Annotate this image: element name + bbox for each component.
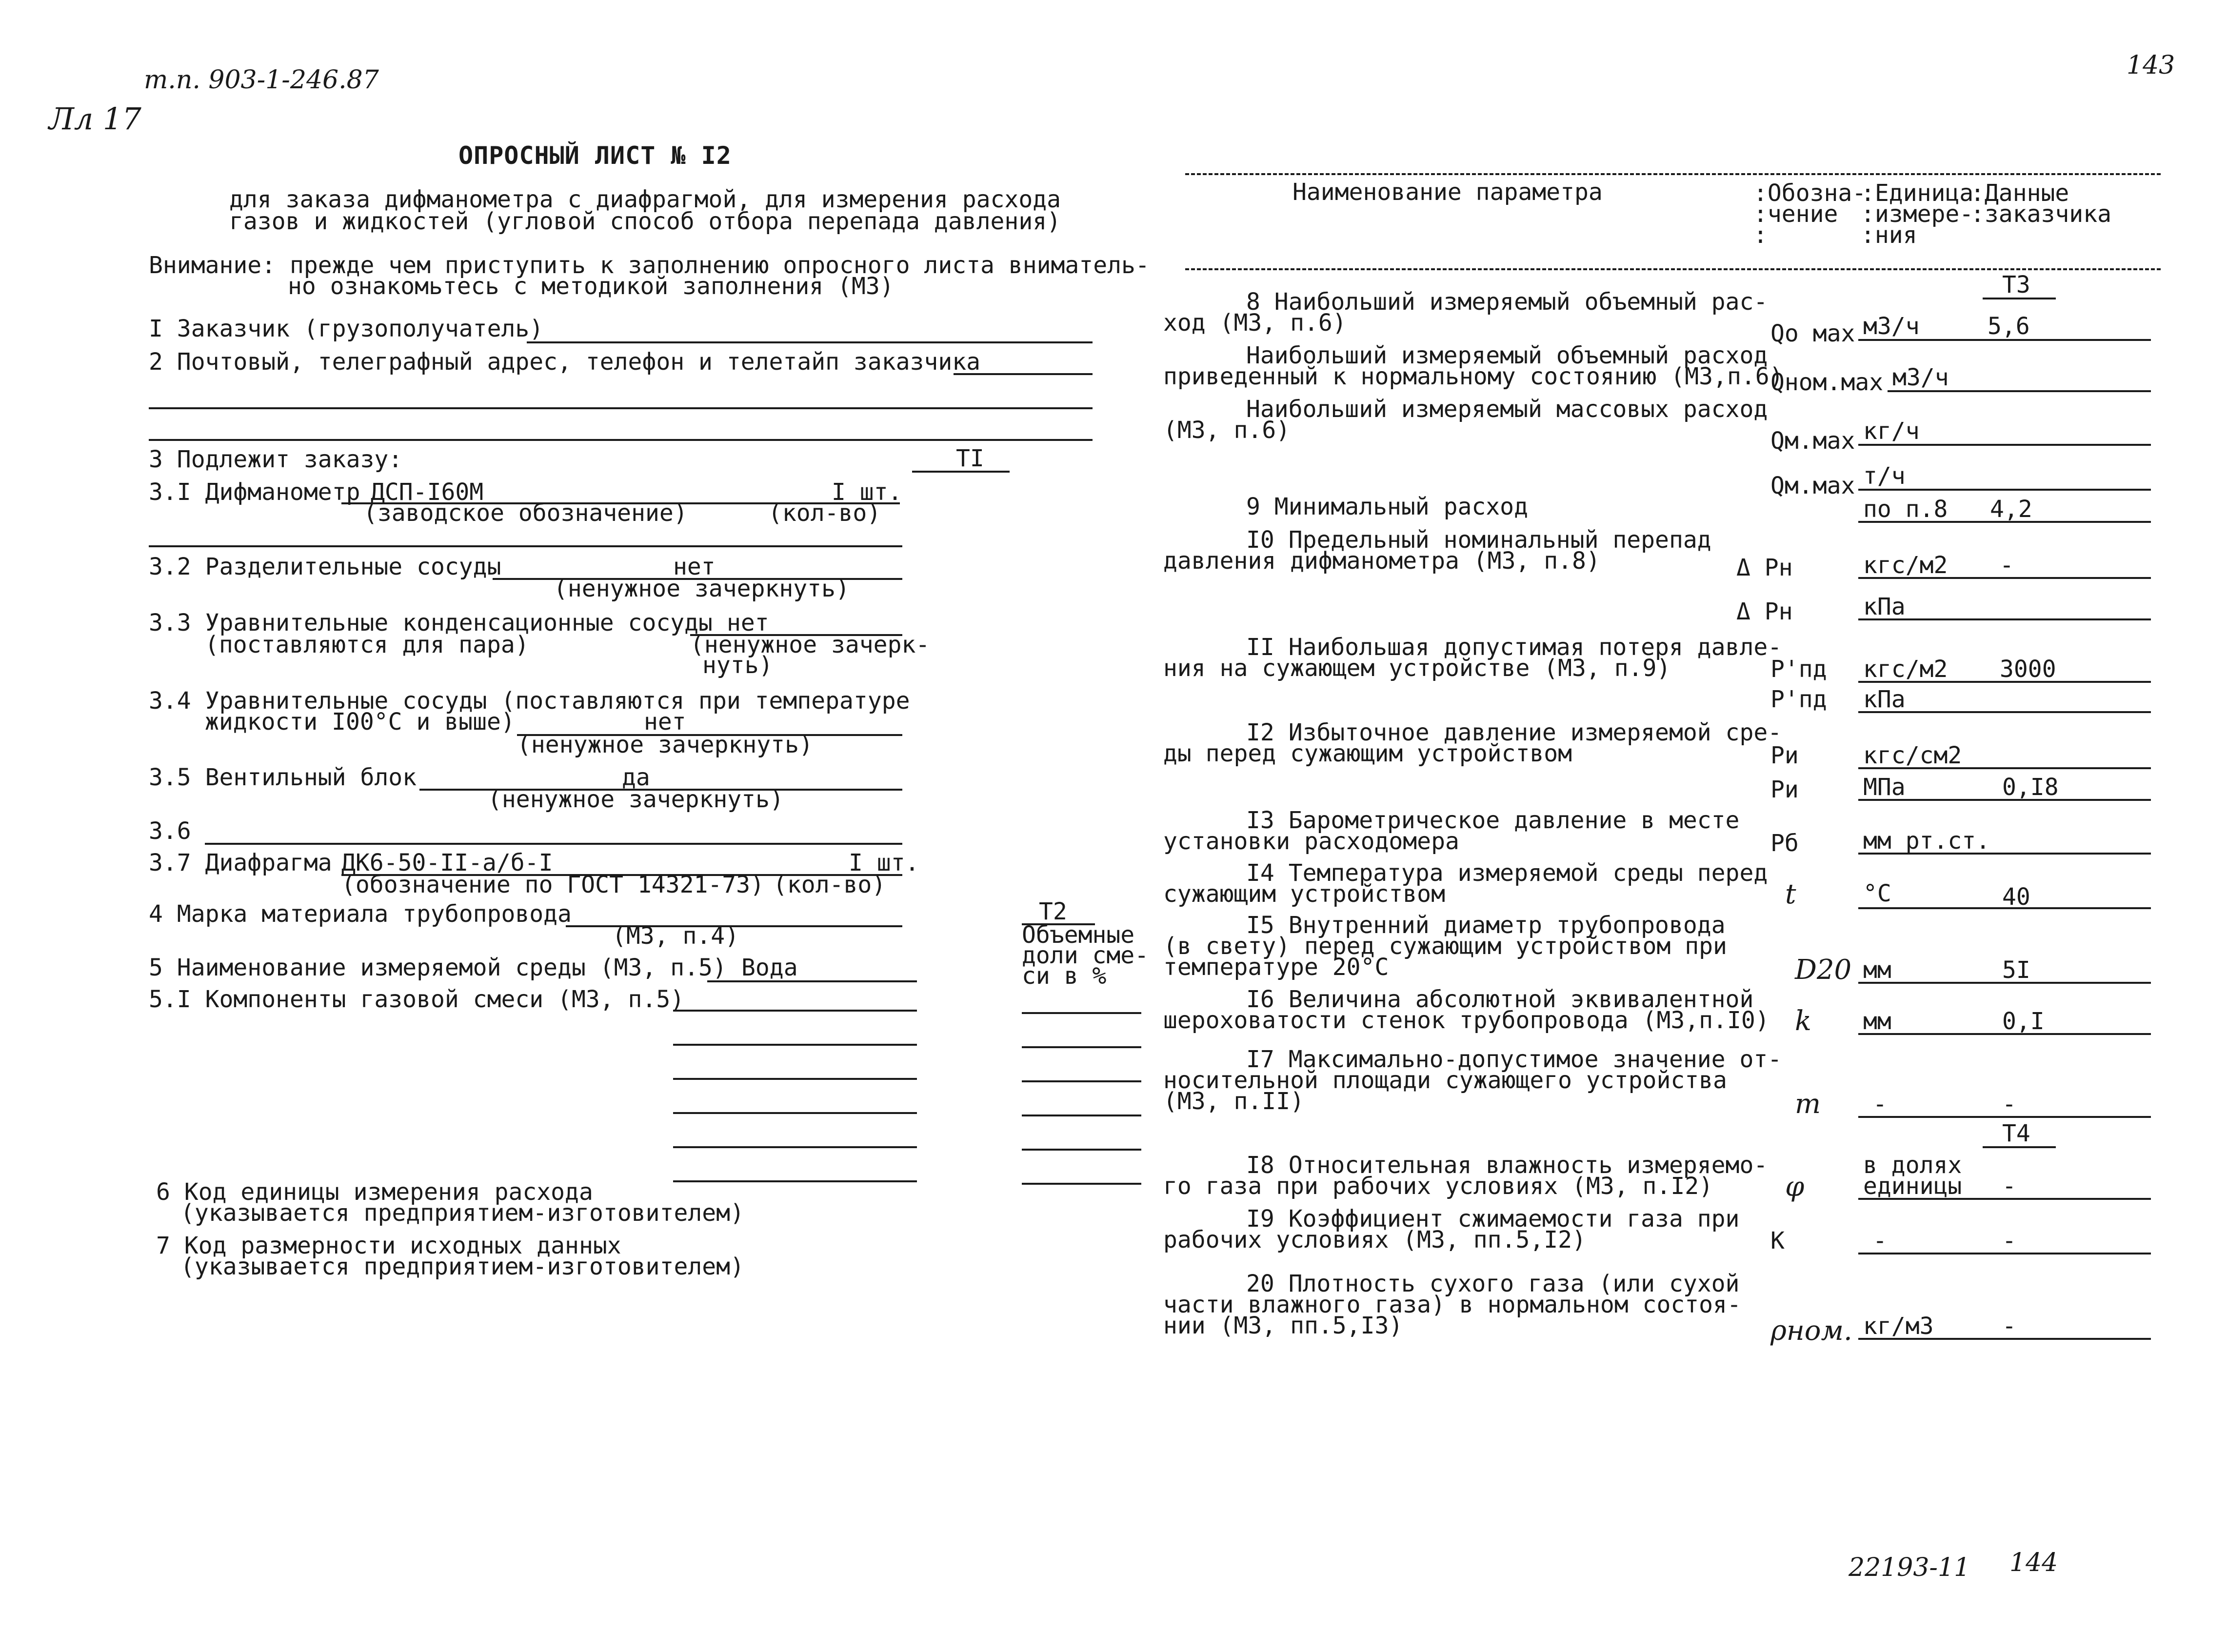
param-18-line-1: I8 Относительная влажность измеряемо-	[1246, 1152, 1768, 1179]
column-header-symbol-2: :чение	[1753, 200, 1838, 228]
item-5-value: Вода	[741, 954, 798, 981]
param-11-line-2: ния на сужающем устройстве (МЗ, п.9)	[1163, 655, 1671, 682]
param-19-value: -	[2002, 1227, 2016, 1254]
param-13-rule	[1858, 853, 2151, 855]
param-16-line-2: шероховатости стенок трубопровода (МЗ,п.I0)	[1163, 1007, 1770, 1034]
param-19-unit: -	[1873, 1227, 1887, 1254]
param-20-unit: кг/м3	[1863, 1313, 1934, 1340]
item-3-1-label: 3.I Дифманометр	[149, 478, 360, 506]
item-2-fill-line-3	[149, 439, 1093, 441]
item-1-fill-line	[527, 341, 1093, 343]
param-20-rule	[1858, 1338, 2151, 1340]
t4-line	[1983, 1146, 2056, 1148]
param-16-symbol: k	[1795, 1005, 1811, 1037]
param-10-unit: кгс/м2	[1863, 552, 1948, 579]
param-9-value: 4,2	[1990, 496, 2032, 523]
param-8c-symbol: Qм.мах	[1770, 427, 1855, 455]
param-14-line-1: I4 Температура измеряемой среды перед	[1246, 859, 1768, 887]
item-3-1-hint-designation: (заводское обозначение)	[363, 499, 688, 527]
param-12-unit: кгс/см2	[1863, 742, 1962, 769]
item-4-hint: (МЗ, п.4)	[612, 922, 739, 950]
item-3-3-hint-1: (ненужное зачерк-	[690, 631, 930, 658]
param-14-line-2: сужающим устройством	[1163, 880, 1445, 908]
item-5-1-label: 5.I Компоненты газовой смеси (МЗ, п.5)	[149, 986, 685, 1013]
param-19-line-2: рабочих условиях (МЗ, пп.5,I2)	[1163, 1226, 1586, 1254]
t3-line	[1983, 298, 2056, 299]
param-12b-symbol: Pи	[1770, 776, 1799, 803]
param-14-rule	[1858, 907, 2151, 909]
param-12-rule	[1858, 767, 2151, 769]
item-5-line	[707, 980, 917, 982]
item-3-4-label-1: 3.4 Уравнительные сосуды (поставляются при температуре	[149, 687, 910, 715]
param-17-symbol: m	[1795, 1088, 1821, 1120]
item-1-customer: I Заказчик (грузополучатель)	[149, 315, 544, 342]
param-19-symbol: K	[1770, 1227, 1785, 1254]
param-8-unit: м3/ч	[1863, 313, 1920, 340]
item-7-line-2: (указывается предприятием-изготовителем)	[180, 1253, 744, 1280]
param-19-rule	[1858, 1253, 2151, 1254]
item-3-1-qty: I шт.	[832, 478, 902, 506]
param-18-symbol: φ	[1785, 1171, 1805, 1203]
item-7-line-1: 7 Код размерности исходных данных	[156, 1232, 621, 1259]
column-header-data-2: :заказчика	[1970, 200, 2111, 228]
param-17-line-1: I7 Максимально-допустимое значение от-	[1246, 1046, 1782, 1073]
item-2-fill-line	[954, 373, 1093, 375]
column-header-unit-2: :измере-	[1861, 200, 1974, 228]
param-19-line-1: I9 Коэффициент сжимаемости газа при	[1246, 1205, 1740, 1233]
param-11-rule	[1858, 681, 2151, 683]
param-13-unit: мм рт.ст.	[1863, 827, 1990, 855]
param-9-unit: по п.8	[1863, 496, 1948, 523]
gas-component-line-6	[673, 1180, 917, 1182]
param-8b-symbol: Qном.мах	[1770, 369, 1884, 396]
param-13-symbol: Pб	[1770, 830, 1799, 857]
item-3-7-label: 3.7 Диафрагма	[149, 849, 332, 876]
t1-line	[912, 471, 1010, 473]
gas-component-line-2	[673, 1044, 917, 1046]
param-14-symbol: t	[1785, 878, 1796, 910]
param-11-line-1: II Наибольшая допустимая потеря давле-	[1246, 634, 1782, 661]
column-header-name: Наименование параметра	[1292, 179, 1603, 206]
param-11b-unit: кПа	[1863, 686, 1906, 713]
param-15-value: 5I	[2002, 956, 2030, 984]
item-3-6-label: 3.6	[149, 817, 191, 845]
item-6-line-2: (указывается предприятием-изготовителем)	[180, 1199, 744, 1227]
param-10-line-1: I0 Предельный номинальный перепад	[1246, 526, 1711, 554]
page-title: ОПРОСНЫЙ ЛИСТ № I2	[458, 141, 732, 170]
table-header-rule	[1185, 268, 2161, 270]
param-10b-symbol: Δ Pн	[1736, 598, 1793, 625]
param-15-rule	[1858, 982, 2151, 984]
param-11-unit: кгс/м2	[1863, 656, 1948, 683]
footer-page-mark: 144	[2009, 1548, 2058, 1577]
archive-number: 22193-11	[1849, 1553, 1970, 1582]
gas-component-line-5	[673, 1146, 917, 1148]
param-10b-unit: кПа	[1863, 593, 1906, 620]
param-8d-rule	[1858, 489, 2151, 491]
param-18-unit: в долях	[1863, 1152, 1962, 1179]
param-12-symbol: Pи	[1770, 742, 1799, 769]
item-3-1-value: ДСП-I60M	[371, 478, 484, 506]
fraction-line-1	[1022, 1012, 1141, 1014]
subtitle-line-2: газов и жидкостей (угловой способ отбора перепада давления)	[229, 208, 1061, 235]
param-17-rule	[1858, 1116, 2151, 1118]
param-13-line-2: установки расходомера	[1163, 828, 1459, 855]
param-18-unit-2: единицы	[1863, 1173, 1962, 1200]
t1-marker: TI	[956, 445, 984, 472]
item-3-1-hint-qty: (кол-во)	[768, 499, 881, 527]
param-9-rule	[1858, 521, 2151, 523]
item-6-line-1: 6 Код единицы измерения расхода	[156, 1178, 593, 1206]
item-3-7-value: ДК6-50-II-а/б-I	[341, 849, 553, 876]
param-17-line-3: (МЗ, п.II)	[1163, 1088, 1304, 1115]
param-12-line-1: I2 Избыточное давление измеряемой сре-	[1246, 719, 1782, 746]
item-3-5-value: да	[622, 764, 650, 791]
gas-component-line-1	[673, 1010, 917, 1012]
param-11b-symbol: P'пд	[1770, 686, 1827, 713]
param-20-line-3: нии (МЗ, пп.5,I3)	[1163, 1312, 1403, 1339]
param-20-line-1: 20 Плотность сухого газа (или сухой	[1246, 1270, 1740, 1297]
param-18-value: -	[2002, 1173, 2016, 1200]
item-2-address: 2 Почтовый, телеграфный адрес, телефон и телетайп заказчика	[149, 348, 981, 376]
param-20-symbol: ρном.	[1770, 1315, 1852, 1347]
fraction-line-5	[1022, 1149, 1141, 1151]
param-11-value: 3000	[2000, 656, 2056, 683]
param-18-rule	[1858, 1198, 2151, 1200]
param-20-value: -	[2002, 1313, 2016, 1340]
param-16-rule	[1858, 1033, 2151, 1035]
param-8b-line-1: Наибольший измеряемый объемный расход	[1246, 342, 1768, 369]
item-3-4-hint: (ненужное зачеркнуть)	[517, 731, 813, 758]
param-16-unit: мм	[1863, 1008, 1891, 1035]
param-8b-rule	[1888, 390, 2151, 392]
param-12b-unit: МПа	[1863, 774, 1906, 801]
item-3-5-hint: (ненужное зачеркнуть)	[488, 786, 784, 813]
item-2-fill-line-2	[149, 407, 1093, 409]
t2-marker: T2	[1039, 898, 1067, 925]
param-11b-rule	[1858, 711, 2151, 713]
param-8c-line-1: Наибольший измеряемый массовых расход	[1246, 396, 1768, 423]
column-header-unit-1: :Единица	[1861, 179, 1974, 207]
t2-caption-1: Объемные	[1022, 921, 1135, 949]
param-15-line-1: I5 Внутренний диаметр трубопровода	[1246, 912, 1726, 939]
param-12b-value: 0,I8	[2002, 774, 2059, 801]
param-10-symbol: Δ Pн	[1736, 554, 1793, 581]
param-15-line-3: температуре 20°C	[1163, 954, 1389, 981]
param-16-value: 0,I	[2002, 1008, 2045, 1035]
param-17-value: -	[2002, 1091, 2016, 1118]
fraction-line-6	[1022, 1183, 1141, 1185]
item-3-3-label-2: (поставляются для пара)	[205, 631, 529, 658]
param-10-value: -	[2000, 552, 2014, 579]
gas-component-line-4	[673, 1112, 917, 1114]
param-13-line-1: I3 Барометрическое давление в месте	[1246, 807, 1740, 834]
item-3-3-label-1: 3.3 Уравнительные конденсационные сосуды	[149, 609, 713, 637]
attention-line-1: Внимание: прежде чем приступить к заполнению опросного листа вниматель-	[149, 252, 1150, 279]
param-10-line-2: давления дифманометра (МЗ, п.8)	[1163, 547, 1600, 575]
column-header-unit-3: :ния	[1861, 221, 1917, 249]
param-8b-line-2: приведенный к нормальному состоянию (МЗ,п.6)	[1163, 363, 1784, 390]
subtitle-line-1: для заказа дифманометра с диафрагмой, для измерения расхода	[229, 186, 1061, 213]
item-3-2-value: нет	[673, 553, 716, 580]
item-5-label: 5 Наименование измеряемой среды (МЗ, п.5)	[149, 954, 727, 981]
param-17-line-2: носительной площади сужающего устройства	[1163, 1067, 1727, 1094]
param-16-line-1: I6 Величина абсолютной эквивалентной	[1246, 986, 1754, 1013]
sheet-mark: Лл 17	[49, 101, 141, 137]
t2-caption-3: си в %	[1022, 962, 1107, 990]
fraction-line-4	[1022, 1115, 1141, 1116]
param-10-rule	[1858, 577, 2151, 579]
param-15-unit: мм	[1863, 956, 1891, 984]
item-3-2-label: 3.2 Разделительные сосуды	[149, 553, 501, 580]
item-4-label: 4 Марка материала трубопровода	[149, 900, 572, 928]
param-15-symbol: D20	[1795, 954, 1852, 986]
item-3-3-hint-2: нуть)	[702, 652, 773, 679]
item-3-7-hint-designation: (обозначение по ГОСТ 14321-73)	[341, 871, 764, 898]
item-3-7-qty: I шт.	[849, 849, 919, 876]
attention-line-2: но ознакомьтесь с методикой заполнения (МЗ)	[288, 273, 894, 300]
document-code: т.п. 903-1-246.87	[144, 65, 379, 95]
gas-component-line-3	[673, 1078, 917, 1080]
param-8-rule	[1858, 339, 2151, 341]
t4-marker: T4	[2002, 1120, 2030, 1147]
param-8b-unit: м3/ч	[1892, 364, 1949, 391]
item-3-3-value: нет	[727, 609, 769, 637]
column-header-symbol-3: :	[1753, 221, 1768, 249]
param-8-value: 5,6	[1988, 313, 2030, 340]
item-3-6-line	[205, 843, 902, 845]
param-8-line-1: 8 Наибольший измеряемый объемный рас-	[1246, 288, 1768, 316]
param-15-line-2: (в свету) перед сужающим устройством при	[1163, 933, 1727, 960]
item-3-4-value: нет	[644, 708, 686, 736]
t3-marker: T3	[2002, 271, 2030, 299]
param-17-unit: -	[1873, 1091, 1887, 1118]
param-8c-unit: кг/ч	[1863, 418, 1920, 445]
item-3-4-label-2: жидкости I00°C и выше)	[205, 708, 515, 736]
table-top-rule	[1185, 173, 2161, 175]
param-14-unit: °C	[1863, 880, 1891, 907]
item-3-to-order: 3 Подлежит заказу:	[149, 446, 403, 473]
item-3-5-label: 3.5 Вентильный блок	[149, 764, 417, 791]
column-header-symbol-1: :Обозна-	[1753, 179, 1867, 207]
param-8-line-2: ход (МЗ, п.6)	[1163, 309, 1347, 337]
param-8-symbol: Qо мах	[1770, 320, 1855, 347]
param-8d-unit: т/ч	[1863, 462, 1906, 490]
fraction-line-2	[1022, 1046, 1141, 1048]
column-header-data-1: :Данные	[1970, 179, 2069, 207]
param-20-line-2: части влажного газа) в нормальном состоя-	[1163, 1291, 1741, 1318]
param-11-symbol: P'пд	[1770, 656, 1827, 683]
page-number: 143	[2127, 51, 2175, 80]
param-10b-rule	[1858, 618, 2151, 620]
param-12b-rule	[1858, 799, 2151, 801]
t2-caption-2: доли сме-	[1022, 942, 1149, 969]
param-8c-rule	[1858, 444, 2151, 446]
item-3-7-hint-qty: (кол-во)	[773, 871, 886, 898]
param-12-line-2: ды перед сужающим устройством	[1163, 740, 1572, 767]
param-14-value: 40	[2002, 883, 2030, 911]
item-3-1-line-2	[149, 545, 902, 547]
param-9-line-1: 9 Минимальный расход	[1246, 493, 1528, 520]
fraction-line-3	[1022, 1080, 1141, 1082]
param-18-line-2: го газа при рабочих условиях (МЗ, п.I2)	[1163, 1173, 1713, 1200]
param-8c-line-2: (МЗ, п.6)	[1163, 417, 1291, 444]
param-8d-symbol: Qм.мах	[1770, 472, 1855, 499]
item-3-2-hint: (ненужное зачеркнуть)	[554, 575, 850, 602]
